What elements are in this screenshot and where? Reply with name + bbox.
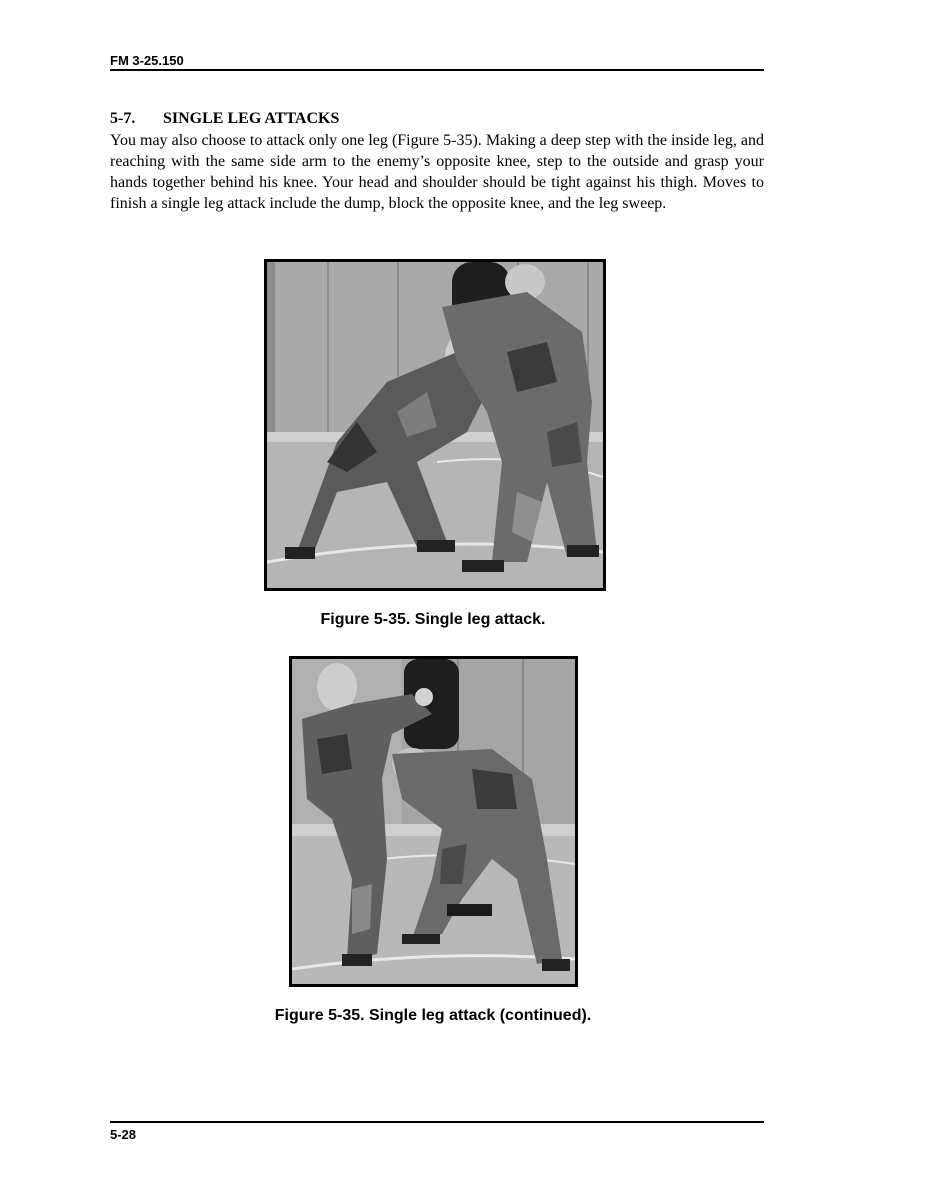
section-heading — [110, 110, 339, 128]
photo-illustration-1 — [267, 262, 603, 588]
photo-illustration-2 — [292, 659, 575, 984]
footer-rule — [110, 1121, 764, 1123]
figure-photo-2 — [289, 656, 578, 987]
header-rule — [110, 69, 764, 71]
figure-photo-1 — [264, 259, 606, 591]
section-body: You may also choose to attack only one leg (Figure 5-35). Making a deep step with the inside leg, and reaching with the same side arm to the enemy’s opposite knee, step to the outside and grasp your hands together behind his knee. Your head and shoulder should be tight against his thigh. Moves to finish a single leg attack include the dump, block the opposite knee, and the leg sweep. — [110, 132, 764, 212]
page-number: 5-28 — [110, 1127, 137, 1142]
section-number: 5-7. — [110, 110, 136, 127]
section-title: SINGLE LEG ATTACKS — [163, 110, 340, 127]
figure-caption-2: Figure 5-35. Single leg attack (continued). — [274, 1007, 592, 1024]
running-header: FM 3-25.150 — [110, 53, 184, 68]
figure-caption-1: Figure 5-35. Single leg attack. — [320, 611, 546, 628]
